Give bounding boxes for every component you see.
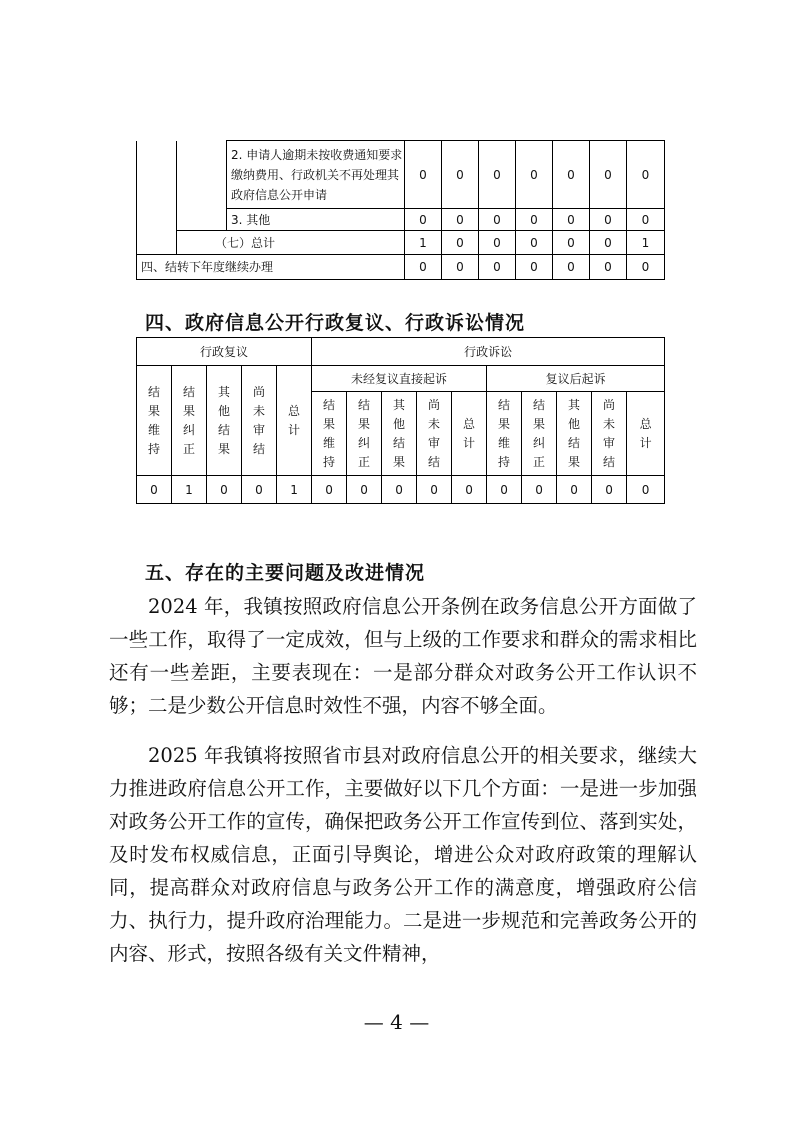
cell: 0: [347, 476, 382, 504]
table-row: [137, 141, 665, 209]
cell: 0: [479, 231, 516, 255]
cell: 0: [452, 476, 487, 504]
cell: 0: [627, 209, 665, 231]
header-after-col: 尚 未 审 结: [592, 392, 627, 476]
table-header-row: [137, 366, 665, 392]
section4-heading: 四、政府信息公开行政复议、行政诉讼情况: [145, 312, 526, 334]
header-review-col: 结 果 纠 正: [172, 366, 207, 476]
row-label-total: （七）总计: [177, 231, 405, 255]
cell: 1: [627, 231, 665, 255]
cell: 0: [405, 209, 442, 231]
cell: 1: [405, 231, 442, 255]
cell: 0: [442, 231, 479, 255]
cell: 0: [516, 231, 553, 255]
cell: 0: [553, 231, 590, 255]
cell: 0: [417, 476, 452, 504]
header-suit-after-review: 复议后起诉: [487, 366, 665, 392]
row-label-item2: 2. 申请人逾期未按收费通知要求缴纳费用、行政机关不再处理其政府信息公开申请: [227, 141, 405, 209]
header-direct-col: 总 计: [452, 392, 487, 476]
paragraph-summary-2024: 2024 年，我镇按照政府信息公开条例在政务信息公开方面做了一些工作，取得了一定成效，但与上级的工作要求和群众的需求相比还有一些差距，主要表现在：一是部分群众对政务公开工作认识不够；二是少数公开信息时效性不强，内容不够全面。: [109, 595, 697, 717]
cell: 0: [553, 141, 590, 209]
cell: 0: [590, 255, 627, 280]
cell: 0: [405, 255, 442, 280]
cell: 1: [172, 476, 207, 504]
cell: 1: [277, 476, 312, 504]
paragraph-plan-2025: 2025 年我镇将按照省市县对政府信息公开的相关要求，继续大力推进政府信息公开工作，主要做好以下几个方面：一是进一步加强对政务公开工作的宣传，确保把政务公开工作宣传到位、落到实处，及时发布权威信息，正面引导舆论，增进公众对政府政策的理解认同，提高群众对政府信息与政务公开工作的满意度，增强政府公信力、执行力，提升政府治理能力。二是进一步规范和完善政务公开的内容、形式，按照各级有关文件精神，: [109, 744, 697, 965]
header-review-col: 尚 未 审 结: [242, 366, 277, 476]
header-review-col: 总 计: [277, 366, 312, 476]
header-after-col: 其 他 结 果: [557, 392, 592, 476]
cell: 0: [590, 231, 627, 255]
header-direct-suit: 未经复议直接起诉: [312, 366, 487, 392]
cell: 0: [553, 209, 590, 231]
cell: 0: [479, 255, 516, 280]
merged-category-cell: [137, 141, 177, 255]
cell: 0: [627, 141, 665, 209]
table-row: [137, 476, 665, 504]
header-admin-litigation: 行政诉讼: [312, 338, 665, 366]
cell: 0: [592, 476, 627, 504]
cell: 0: [405, 141, 442, 209]
cell: 0: [627, 255, 665, 280]
header-direct-col: 其 他 结 果: [382, 392, 417, 476]
header-direct-col: 结 果 维 持: [312, 392, 347, 476]
header-after-col: 结 果 维 持: [487, 392, 522, 476]
cell: 0: [557, 476, 592, 504]
table-header-row: [137, 338, 665, 366]
cell: 0: [479, 209, 516, 231]
header-review-col: 结 果 维 持: [137, 366, 172, 476]
cell: 0: [442, 141, 479, 209]
header-direct-col: 结 果 纠 正: [347, 392, 382, 476]
merged-subcategory-cell: [177, 141, 227, 231]
cell: 0: [312, 476, 347, 504]
header-review-col: 其 他 结 果: [207, 366, 242, 476]
header-after-col: 总 计: [627, 392, 665, 476]
cell: 0: [207, 476, 242, 504]
cell: 0: [553, 255, 590, 280]
cell: 0: [442, 255, 479, 280]
row-label-item3: 3. 其他: [227, 209, 405, 231]
cell: 0: [522, 476, 557, 504]
review-litigation-table: [136, 337, 665, 504]
cell: 0: [590, 141, 627, 209]
header-after-col: 结 果 纠 正: [522, 392, 557, 476]
cell: 0: [442, 209, 479, 231]
row-label-carryover: 四、结转下年度继续办理: [137, 255, 405, 280]
section5-heading: 五、存在的主要问题及改进情况: [145, 562, 426, 584]
header-admin-review: 行政复议: [137, 338, 312, 366]
cell: 0: [516, 141, 553, 209]
disposal-table-continuation: [136, 140, 665, 280]
header-direct-col: 尚 未 审 结: [417, 392, 452, 476]
cell: 0: [590, 209, 627, 231]
page-number: — 4 —: [363, 1010, 430, 1034]
cell: 0: [516, 209, 553, 231]
cell: 0: [627, 476, 665, 504]
cell: 0: [137, 476, 172, 504]
cell: 0: [516, 255, 553, 280]
table-row: [137, 255, 665, 280]
cell: 0: [479, 141, 516, 209]
cell: 0: [487, 476, 522, 504]
table-row: [137, 231, 665, 255]
cell: 0: [242, 476, 277, 504]
cell: 0: [382, 476, 417, 504]
